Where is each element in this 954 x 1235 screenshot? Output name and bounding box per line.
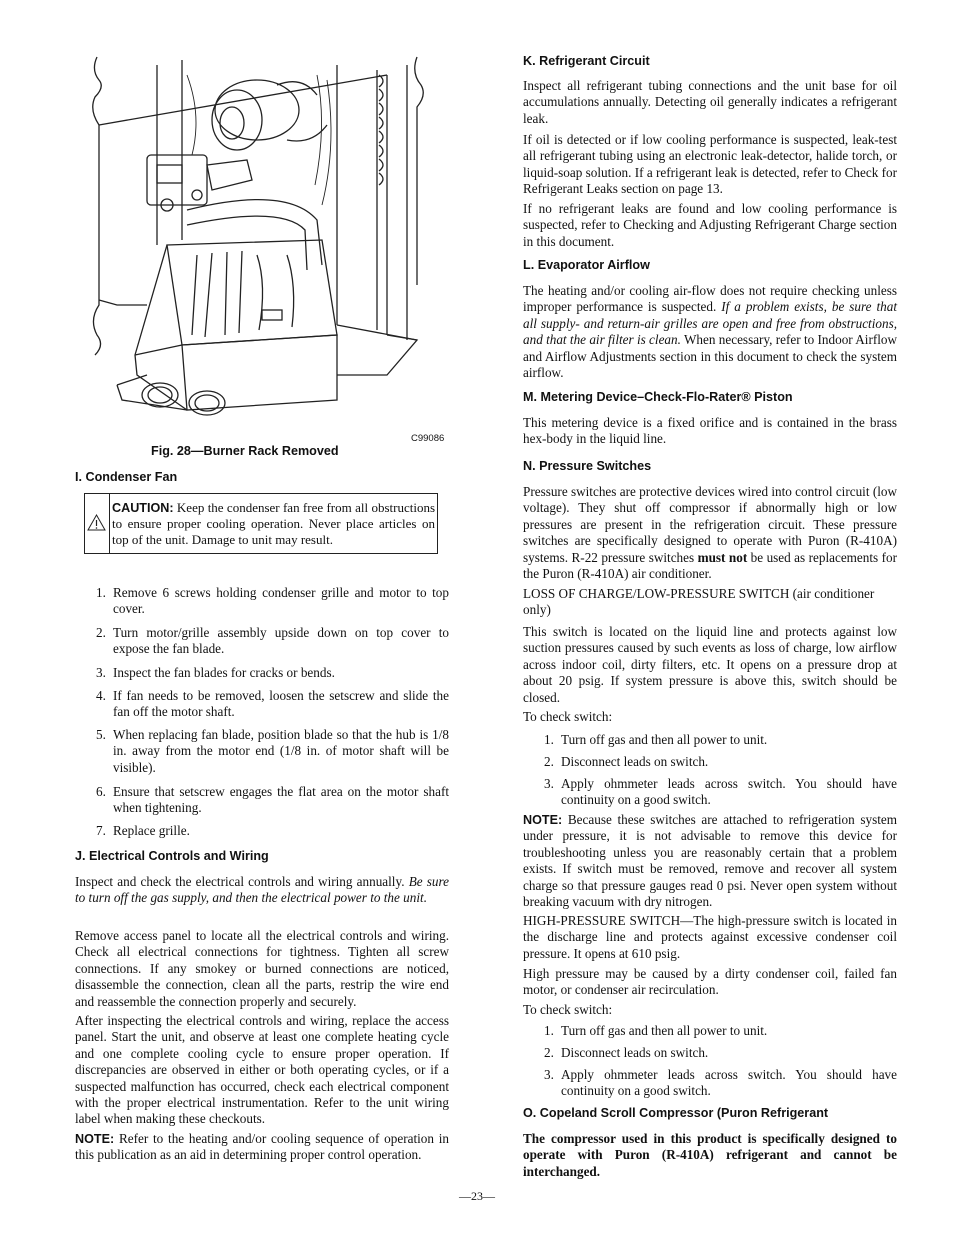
section-heading-copeland-scroll: O. Copeland Scroll Compressor (Puron Refrigerant bbox=[523, 1106, 829, 1120]
paragraph: LOSS OF CHARGE/LOW-PRESSURE SWITCH (air conditioner only) bbox=[523, 586, 875, 618]
paragraph: Pressure switches are protective devices wired into control circuit (low voltage). They shut off compressor if abnormally high or low pressures are present in the refrigeration circuit. These pressure switches are specifically designed to operate with Puron (R-410A) systems. R-22 pressure switches must not be used as replacements for the Puron (R-410A) air conditioner. bbox=[523, 484, 898, 582]
paragraph: Inspect all refrigerant tubing connections and the unit base for oil accumulations annually. Detecting oil generally indicates a refrigerant leak. bbox=[523, 78, 897, 126]
list-item: 1. Remove 6 screws holding condenser grille and motor to top cover. bbox=[96, 585, 449, 617]
note-paragraph: NOTE: Refer to the heating and/or cooling sequence of operation in this publication as an aid in determining proper control operation. bbox=[75, 1131, 449, 1163]
paragraph: This metering device is a fixed orifice and is contained in the brass hex-body in the liquid line. bbox=[523, 415, 897, 447]
warning-triangle-icon bbox=[85, 494, 108, 553]
paragraph: If oil is detected or if low cooling performance is suspected, leak-test all refrigerant tubing using an electronic leak-detector, halide torch, or liquid-soap solution. If a refrigerant leak is detected, refer to Check for Refrigerant Leaks section on page 13. bbox=[523, 132, 897, 197]
paragraph: Remove access panel to locate all the electrical controls and wiring. Check all electrical connections for tightness. Tighten all screw connections. If any smokey or burned connections are noticed, disassemble the connection, clean all the parts, restrip the wire end and reassemble the connection properly and securely. bbox=[75, 928, 449, 1009]
caution-body: Keep the condenser fan free from all obstructions to ensure proper cooling operation. Never place articles on top of the unit. Damage to unit may result. bbox=[112, 500, 435, 548]
figure-caption: Fig. 28—Burner Rack Removed bbox=[151, 444, 339, 458]
paragraph: The heating and/or cooling air-flow does not require checking unless improper performance is suspected. If a problem exists, be sure that all supply- and return-air grilles are open and free from obstructions, and that the air filter is clean. When necessary, refer to Indoor Airflow and Airflow Adjustments section in this document to check the system airflow. bbox=[523, 283, 898, 381]
list-item: 6. Ensure that setscrew engages the flat area on the motor shaft when tightening. bbox=[96, 784, 449, 816]
paragraph: The compressor used in this product is specifically designed to operate with Puron (R-410A) refrigerant and cannot be interchanged. bbox=[523, 1131, 897, 1179]
list-item: 2. Disconnect leads on switch. bbox=[544, 754, 709, 769]
caution-text bbox=[112, 500, 435, 549]
caution-box bbox=[84, 493, 438, 554]
list-item: 2. Turn motor/grille assembly upside down on top cover to expose the fan blade. bbox=[96, 625, 449, 657]
section-heading-metering-device: M. Metering Device–Check-Flo-Rater® Piston bbox=[523, 390, 793, 404]
section-heading-condenser-fan: I. Condenser Fan bbox=[75, 470, 178, 484]
page-number: —23— bbox=[459, 1189, 495, 1203]
list-item: 4. If fan needs to be removed, loosen the setscrew and slide the fan off the motor shaft. bbox=[96, 688, 449, 720]
paragraph: After inspecting the electrical controls and wiring, replace the access panel. Start the unit, and observe at least one complete heating cycle and one complete cooling cycle to ensure proper operation. If discrepancies are observed in either or both operating cycles, or if a suspected malfunction has occurred, check each electrical component with the proper electrical instrumentation. Refer to the unit wiring label when making these checkouts. bbox=[75, 1013, 449, 1127]
left-column bbox=[75, 0, 449, 1235]
paragraph: To check switch: bbox=[523, 1002, 613, 1017]
section-heading-refrigerant-circuit: K. Refrigerant Circuit bbox=[523, 54, 650, 68]
paragraph: HIGH-PRESSURE SWITCH—The high-pressure switch is located in the discharge line and protects against excessive condenser coil pressure. It opens at 610 psig. bbox=[523, 913, 897, 961]
list-item: 7. Replace grille. bbox=[96, 823, 190, 838]
section-heading-pressure-switches: N. Pressure Switches bbox=[523, 459, 652, 473]
list-item: 1. Turn off gas and then all power to unit. bbox=[544, 1023, 768, 1038]
list-item: 3. Inspect the fan blades for cracks or bends. bbox=[96, 665, 335, 680]
caution-label: CAUTION: bbox=[112, 501, 174, 515]
paragraph: Inspect and check the electrical controls and wiring annually. Be sure to turn off the gas supply, and then the electrical power to the unit. bbox=[75, 874, 449, 906]
section-heading-evaporator-airflow: L. Evaporator Airflow bbox=[523, 258, 650, 272]
list-item: 3. Apply ohmmeter leads across switch. You should have continuity on a good switch. bbox=[544, 1067, 897, 1099]
paragraph: High pressure may be caused by a dirty condenser coil, failed fan motor, or condenser air recirculation. bbox=[523, 966, 897, 998]
paragraph: If no refrigerant leaks are found and low cooling performance is suspected, refer to Checking and Adjusting Refrigerant Charge section in this document. bbox=[523, 201, 897, 249]
list-item: 2. Disconnect leads on switch. bbox=[544, 1045, 709, 1060]
note-paragraph: NOTE: Because these switches are attached to refrigeration system under pressure, it is not advisable to remove this device for troubleshooting unless you are reasonably certain that a problem exists. If switch must be removed, remove and recover all system charge so that pressure gauges read 0 psi. Never open system without breaking vacuum with dry nitrogen. bbox=[523, 812, 897, 910]
section-heading-electrical: J. Electrical Controls and Wiring bbox=[75, 849, 269, 863]
figure-code: C99086 bbox=[411, 433, 445, 444]
list-item: 5. When replacing fan blade, position blade so that the hub is 1/8 in. away from the motor end (1/8 in. of motor shaft will be visible). bbox=[96, 727, 449, 775]
right-column bbox=[523, 0, 897, 1235]
list-item: 3. Apply ohmmeter leads across switch. You should have continuity on a good switch. bbox=[544, 776, 897, 808]
list-item: 1. Turn off gas and then all power to unit. bbox=[544, 732, 768, 747]
paragraph: This switch is located on the liquid line and protects against low suction pressures caused by such events as loss of charge, low airflow across indoor coil, dirty filters, etc. It opens on a pressure drop at about 20 psig. If system pressure is above this, switch should be closed. bbox=[523, 624, 897, 705]
paragraph: To check switch: bbox=[523, 709, 613, 724]
